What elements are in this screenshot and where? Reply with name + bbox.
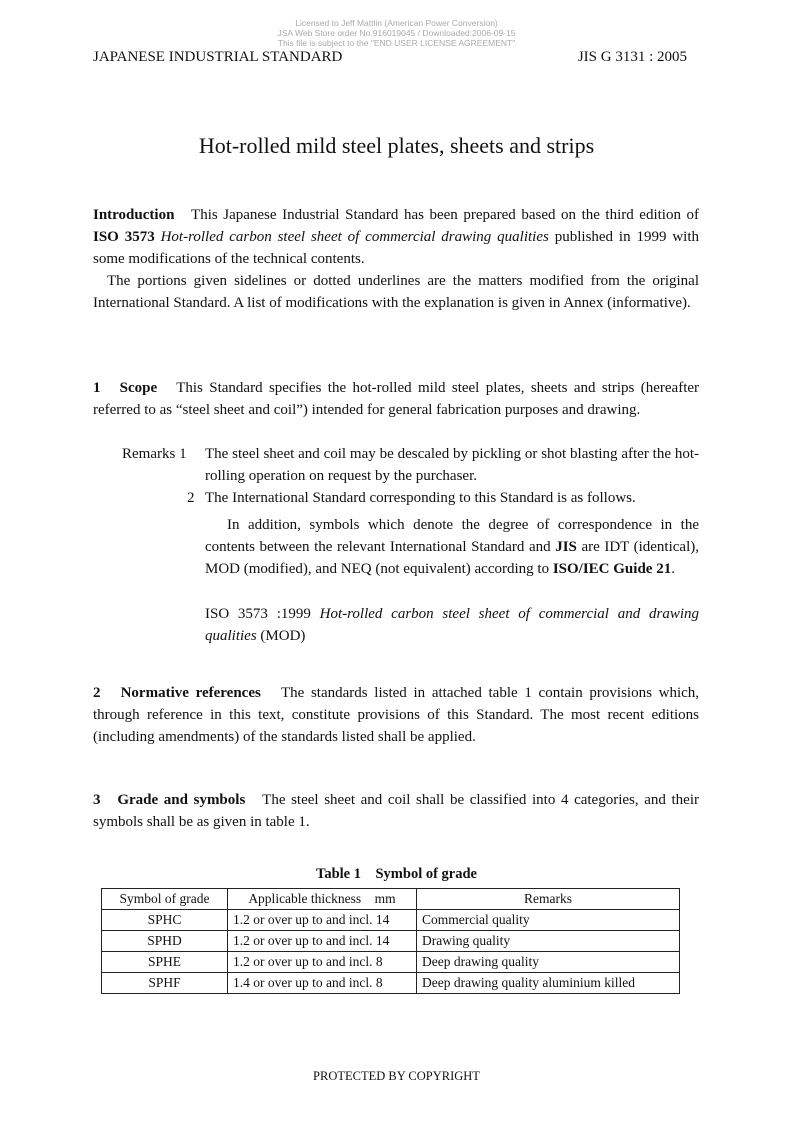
header-standard-number: JIS G 3131 : 2005	[577, 49, 687, 65]
grade-symbol: SPHE	[102, 952, 228, 973]
watermark-line: This file is subject to the "END USER LICENSE AGREEMENT"	[277, 38, 516, 48]
text: ISO 3573 :1999	[205, 606, 320, 622]
document-title: Hot-rolled mild steel plates, sheets and strips	[198, 133, 595, 158]
text: are IDT (identical), MOD (modified), and NEQ (not equivalent) according to	[205, 539, 699, 577]
remarks: Drawing quality	[417, 931, 680, 952]
watermark-line: Licensed to Jeff Mattlin (American Power Conversion)	[295, 18, 498, 28]
table-row	[102, 973, 680, 994]
remark-2-number: 2	[187, 490, 195, 506]
column-header: Symbol of grade	[102, 889, 228, 910]
section-heading: Grade and symbols	[117, 792, 246, 808]
table-row	[102, 952, 680, 973]
iso-ref: ISO 3573	[93, 229, 155, 245]
intro-heading: Introduction	[93, 207, 175, 223]
remark-2-paragraph	[205, 514, 699, 580]
text: In addition, symbols which denote the degree of correspondence in the contents between the relevant International Standard and	[205, 517, 699, 555]
section-number: 2	[93, 685, 101, 701]
column-header: Remarks	[417, 889, 680, 910]
text: This Japanese Industrial Standard has been prepared based on the third edition of	[191, 207, 699, 223]
table-row	[102, 931, 680, 952]
table-caption: Table 1 Symbol of grade	[316, 866, 477, 882]
iso-title: Hot-rolled carbon steel sheet of commercial and drawing qualities	[205, 606, 699, 644]
corresponding-standard	[205, 603, 699, 647]
section-number: 3	[93, 792, 101, 808]
copyright-footer: PROTECTED BY COPYRIGHT	[313, 1069, 480, 1083]
remark-1: The steel sheet and coil may be descaled by pickling or shot blasting after the hot-rolling operation on request by the purchaser.	[205, 446, 699, 484]
thickness: 1.2 or over up to and incl. 14	[228, 931, 417, 952]
text: published in 1999 with some modifications of the technical contents.	[93, 229, 700, 267]
text: This Standard specifies the hot-rolled mild steel plates, sheets and strips (hereafter referred to as “steel sheet and coil”) intended for general fabrication purposes and drawing.	[93, 380, 700, 418]
grade-symbol: SPHF	[102, 973, 228, 994]
remarks: Deep drawing quality aluminium killed	[417, 973, 680, 994]
table-header-row	[102, 889, 680, 910]
thickness: 1.2 or over up to and incl. 8	[228, 952, 417, 973]
text: The steel sheet and coil shall be classified into 4 categories, and their symbols shall be as given in table 1.	[93, 792, 700, 830]
guide-ref: ISO/IEC Guide 21	[552, 561, 672, 577]
column-header: Applicable thickness mm	[228, 889, 417, 910]
section-number: 1	[93, 380, 101, 396]
normative-references-section	[93, 682, 699, 748]
remark-2: The International Standard corresponding to this Standard is as follows.	[205, 490, 636, 506]
header-standard-name: JAPANESE INDUSTRIAL STANDARD	[93, 49, 343, 65]
table-row	[102, 910, 680, 931]
grade-symbol: SPHC	[102, 910, 228, 931]
text: The standards listed in attached table 1 contain provisions which, through reference in this text, constitute provisions of this Standard. The most recent editions (including amendments) of the standards listed shall be applied.	[93, 685, 700, 745]
remarks-label: Remarks 1	[122, 446, 187, 462]
scope-section	[93, 377, 699, 421]
thickness: 1.4 or over up to and incl. 8	[228, 973, 417, 994]
section-heading: Scope	[119, 380, 158, 396]
intro-paragraph	[93, 204, 699, 270]
text: .	[671, 561, 675, 577]
remarks: Commercial quality	[417, 910, 680, 931]
watermark-line: JSA Web Store order No.916019045 / Downloaded:2006-09-15	[277, 28, 516, 38]
grade-section	[93, 789, 699, 833]
grade-symbol: SPHD	[102, 931, 228, 952]
iso-title: Hot-rolled carbon steel sheet of commercial drawing qualities	[160, 229, 549, 245]
grade-table	[101, 888, 680, 994]
section-heading: Normative references	[120, 685, 261, 701]
remarks: Deep drawing quality	[417, 952, 680, 973]
intro-paragraph-2: The portions given sidelines or dotted underlines are the matters modified from the original International Standard. A list of modifications with the explanation is given in Annex (informative).	[93, 273, 699, 311]
thickness: 1.2 or over up to and incl. 14	[228, 910, 417, 931]
text: (MOD)	[256, 628, 306, 644]
jis: JIS	[555, 539, 577, 555]
